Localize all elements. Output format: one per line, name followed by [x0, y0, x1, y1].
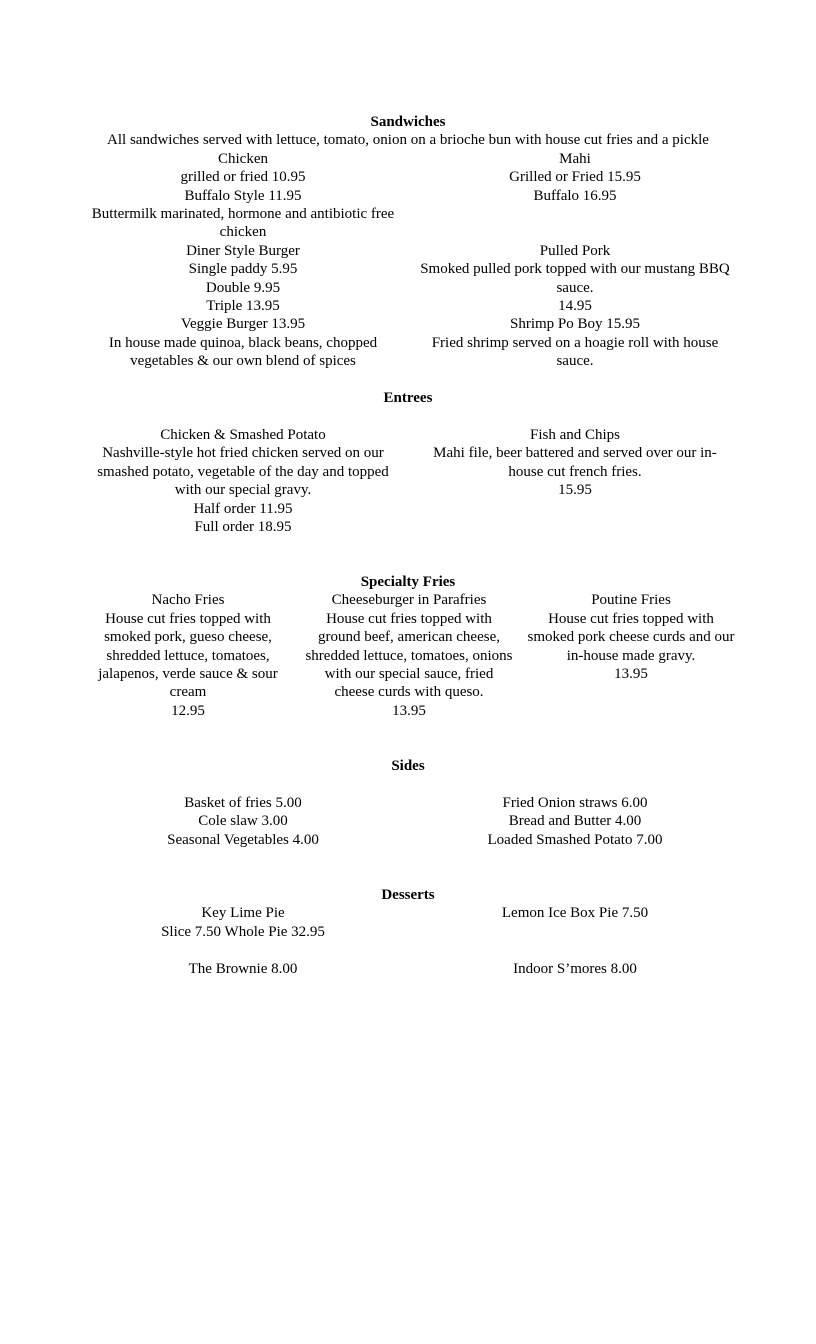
specialty-fries-column-1: [78, 591, 298, 720]
menu-item-description: smoked pork cheese curds and our: [527, 629, 735, 646]
menu-item-price: 15.95: [558, 482, 592, 499]
menu-item-line: Buffalo 16.95: [533, 187, 617, 204]
section-heading-sides: Sides: [391, 758, 425, 774]
menu-item-name: Poutine Fries: [591, 592, 671, 609]
menu-item-name: Cheeseburger in Parafries: [331, 592, 487, 609]
menu-item-description: cream: [169, 684, 207, 701]
menu-item-description: shredded lettuce, tomatoes,: [106, 647, 270, 664]
menu-item-name: Diner Style Burger: [186, 242, 300, 259]
menu-item-price: 13.95: [614, 666, 648, 683]
menu-item-price: 13.95: [392, 702, 426, 719]
blank-line: [400, 941, 750, 959]
menu-item-description: jalapenos, verde sauce & sour: [98, 666, 278, 683]
menu-item-line: The Brownie 8.00: [188, 960, 298, 977]
menu-item-line: Bread and Butter 4.00: [508, 813, 642, 830]
menu-item-name: Key Lime Pie: [201, 905, 285, 922]
menu-item-description: sauce.: [556, 353, 594, 370]
menu-item-description: Nashville-style hot fried chicken served on our: [102, 445, 384, 462]
menu-item-line: Slice 7.50 Whole Pie 32.95: [161, 923, 325, 940]
section-heading-entrees: Entrees: [383, 390, 433, 406]
menu-item-price: 12.95: [171, 702, 205, 719]
menu-item-name: Veggie Burger 13.95: [180, 316, 306, 333]
menu-item-description: with our special gravy.: [174, 482, 312, 499]
menu-item-description: cheese curds with queso.: [334, 684, 484, 701]
menu-item-description: Buttermilk marinated, hormone and antibiotic free: [91, 206, 395, 223]
specialty-fries-column-3: [515, 591, 747, 683]
menu-item-description: Mahi file, beer battered and served over our in-: [433, 445, 717, 462]
menu-item-description: ground beef, american cheese,: [318, 629, 500, 646]
menu-item-line: Buffalo Style 11.95: [184, 187, 302, 204]
section-heading-desserts: Desserts: [381, 887, 435, 903]
sandwiches-right-bottom-column: [400, 242, 750, 371]
menu-item-description: House cut fries topped with: [326, 610, 492, 627]
menu-item-name: Shrimp Po Boy 15.95: [509, 316, 641, 333]
specialty-fries-column-2: [292, 591, 526, 720]
sides-left-column: [76, 794, 410, 849]
menu-item-line: Grilled or Fried 15.95: [509, 169, 641, 186]
menu-item-line: grilled or fried 10.95: [180, 169, 306, 186]
entrees-left-column: [76, 426, 410, 536]
menu-item-description: House cut fries topped with: [548, 610, 714, 627]
sides-right-column: [400, 794, 750, 849]
blank-line: [76, 941, 410, 959]
menu-item-name: Chicken & Smashed Potato: [160, 427, 326, 443]
menu-item-line: Indoor S’mores 8.00: [513, 960, 637, 977]
desserts-right-column: [400, 904, 750, 978]
menu-item-description: with our special sauce, fried: [324, 666, 494, 683]
menu-item-description: in-house made gravy.: [566, 647, 696, 664]
menu-item-description: smashed potato, vegetable of the day and topped: [97, 463, 389, 480]
menu-item-line: Fried Onion straws 6.00: [502, 795, 648, 811]
menu-item-name: Mahi: [559, 150, 591, 167]
menu-item-line: Cole slaw 3.00: [198, 813, 288, 830]
menu-item-line: Basket of fries 5.00: [184, 795, 302, 811]
menu-item-name: Fish and Chips: [529, 427, 620, 443]
menu-item-line: Loaded Smashed Potato 7.00: [487, 831, 663, 848]
sandwiches-left-column: [76, 150, 410, 371]
menu-item-name: Chicken: [218, 150, 268, 167]
menu-item-line: Lemon Ice Box Pie 7.50: [501, 905, 649, 922]
blank-line: [400, 923, 750, 941]
menu-item-line: Triple 13.95: [206, 298, 280, 315]
menu-item-name: Pulled Pork: [539, 242, 611, 259]
sandwiches-right-top-column: [400, 150, 750, 205]
menu-item-description: Fried shrimp served on a hoagie roll with house: [431, 334, 719, 351]
menu-item-line: Double 9.95: [205, 279, 281, 296]
menu-item-description: chicken: [219, 224, 267, 241]
menu-item-description: smoked pork, gueso cheese,: [104, 629, 272, 646]
menu-item-line: Single paddy 5.95: [188, 261, 298, 278]
menu-item-description: House cut fries topped with: [105, 610, 271, 627]
entrees-right-column: [400, 426, 750, 500]
menu-item-name: Nacho Fries: [151, 592, 225, 609]
menu-item-description: house cut french fries.: [508, 463, 642, 480]
menu-item-line: Seasonal Vegetables 4.00: [167, 831, 319, 848]
menu-item-description: vegetables & our own blend of spices: [130, 353, 356, 370]
menu-item-line: Half order 11.95: [193, 500, 293, 517]
menu-item-description: sauce.: [556, 279, 594, 296]
menu-item-description: In house made quinoa, black beans, chopped: [108, 334, 378, 351]
section-heading-sandwiches: Sandwiches: [370, 114, 446, 130]
menu-item-line: Full order 18.95: [194, 519, 292, 536]
menu-item-description: Smoked pulled pork topped with our mustang BBQ: [420, 261, 730, 278]
desserts-left-column: [76, 904, 410, 978]
menu-item-price: 14.95: [558, 298, 592, 315]
sandwiches-intro: All sandwiches served with lettuce, tomato, onion on a brioche bun with house cut fries and a pickle: [107, 132, 709, 149]
section-heading-specialty-fries: Specialty Fries: [360, 574, 456, 590]
menu-item-description: shredded lettuce, tomatoes, onions: [305, 647, 513, 664]
